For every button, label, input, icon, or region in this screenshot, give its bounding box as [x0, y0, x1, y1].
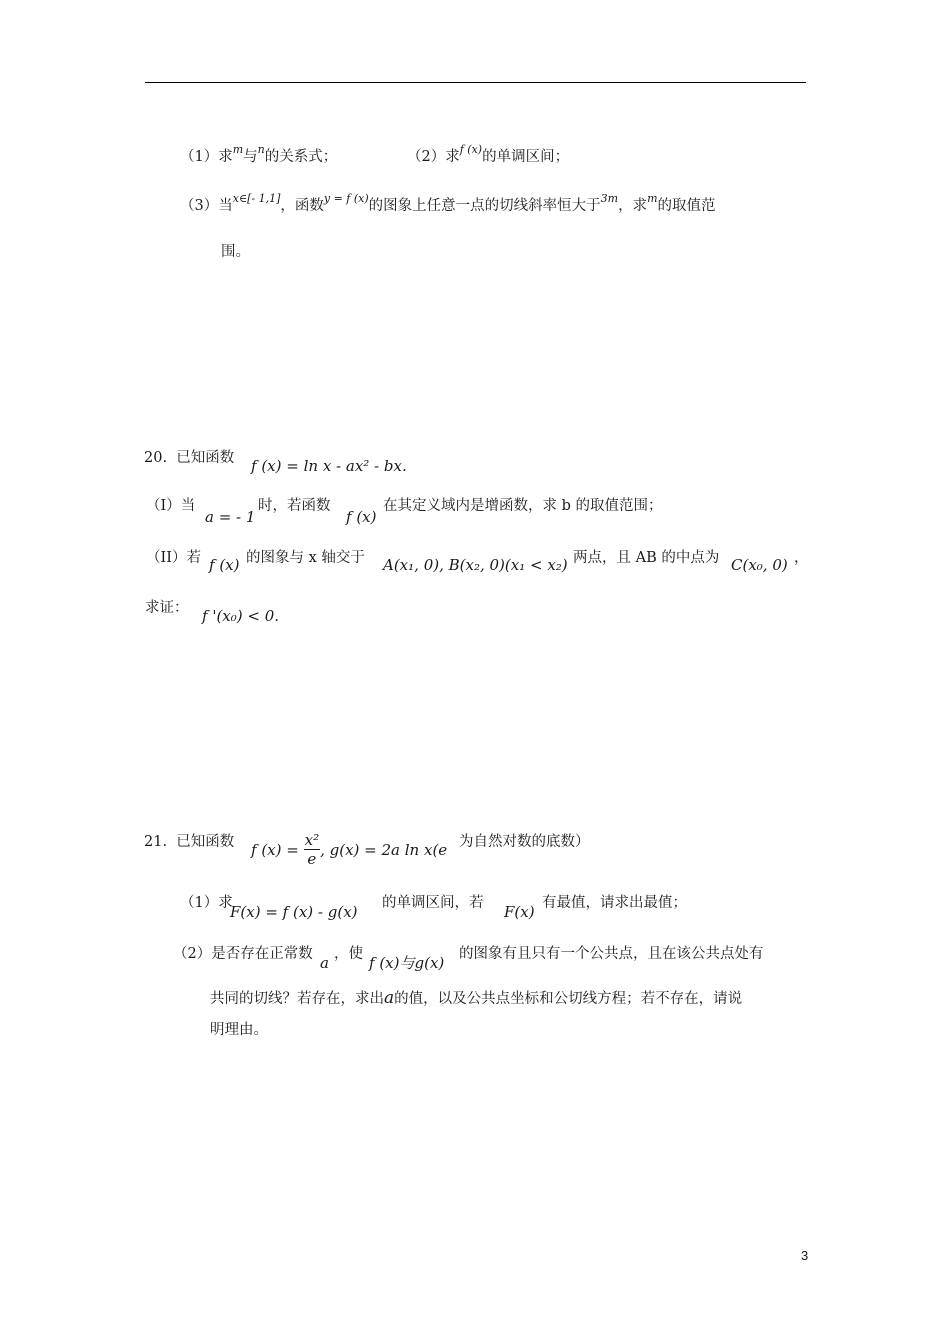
q20-prove-label: 求证：	[145, 600, 189, 616]
q21-part2-label: （2）是否存在正常数	[173, 946, 313, 962]
q19-part2-text: 的单调区间；	[482, 149, 570, 165]
q20-part1-label: （I）当	[146, 498, 196, 514]
q21-part1-F: F(x) = f (x) - g(x)	[230, 903, 358, 921]
q21-part2-line3: 明理由。	[210, 1022, 268, 1038]
q19-part1	[180, 143, 338, 168]
q20-part1-f: f (x)	[346, 508, 377, 526]
q19-part1-label: （1）求	[180, 149, 233, 165]
q20-part1-mid: 时，若函数	[258, 498, 331, 514]
header-rule	[145, 82, 806, 83]
q20-part1-text: 在其定义域内是增函数，求 b 的取值范围；	[383, 498, 663, 514]
q20-part2-label: （II）若	[146, 550, 201, 566]
q21-part2-line2	[210, 988, 742, 1009]
func-y: y = f (x)	[323, 192, 369, 205]
q20-intro: 已知函数	[176, 450, 235, 466]
value-3m: 3m	[600, 192, 619, 205]
q19-part2-label: （2）求	[407, 149, 460, 165]
q21-part1-mid: 的单调区间，若	[382, 895, 484, 911]
q20-part2-mid: 的图象与 x 轴交于	[246, 550, 365, 566]
q19-part3-mid: 的图象上任意一点的切线斜率恒大于	[368, 198, 601, 214]
page-number: 3	[801, 1248, 809, 1263]
q19-part3-comma: ，函数	[280, 198, 324, 214]
q20-part2-points: A(x₁, 0), B(x₂, 0)(x₁ < x₂)	[383, 556, 568, 574]
var-n: n	[257, 143, 265, 156]
q21-note: 为自然对数的底数）	[459, 834, 590, 850]
q20-function: f (x) = ln x - ax² - bx.	[251, 457, 407, 475]
q21-part2-line2b: 的值，以及公共点坐标和公切线方程；若不存在，请说	[394, 991, 743, 1007]
q21-number: 21.	[144, 834, 168, 850]
q19-part1-text: 的关系式；	[264, 149, 338, 165]
q20-part2-f: f (x)	[209, 556, 240, 574]
q20-part2-text: 两点，且 AB 的中点为	[573, 550, 720, 566]
domain-cond: x∈[- 1,1]	[232, 192, 281, 205]
q21-intro: 已知函数	[176, 834, 235, 850]
q21-part2-comma: ，使	[334, 946, 363, 962]
q21-f-lhs: f (x) =	[251, 841, 299, 859]
q20-prove-statement: f '(x₀) < 0.	[202, 607, 280, 625]
q19-part3-wrap: 围。	[221, 244, 250, 260]
var-a: a	[384, 988, 395, 1008]
q21-part1-label: （1）求	[180, 895, 233, 911]
q19-part3-label: （3）当	[180, 198, 233, 214]
q20-part1	[146, 496, 195, 516]
q21-part1-F2: F(x)	[504, 903, 535, 921]
q21-g: , g(x) = 2a ln x(e	[320, 841, 448, 859]
q20-number: 20.	[144, 450, 168, 466]
q20-stem	[144, 448, 234, 468]
q21-part2-fg: f (x)与g(x)	[369, 954, 445, 972]
q19-part3-end: 的取值范	[657, 198, 716, 214]
q21-part2-text: 的图象有且只有一个公共点，且在该公共点处有	[459, 946, 764, 962]
q21-part2-a: a	[320, 954, 329, 972]
q19-part3-ask: ，求	[618, 198, 648, 214]
var-m: m	[232, 143, 244, 156]
q21-part2-line2a: 共同的切线？若存在，求出	[210, 991, 384, 1007]
q21-function	[251, 832, 447, 870]
q20-part1-condition: a = - 1	[205, 508, 256, 526]
q19-and: 与	[243, 149, 258, 165]
q20-part2-comma: ，	[794, 550, 809, 566]
fraction	[304, 831, 320, 868]
var-m: m	[647, 192, 658, 205]
fraction-numerator: x²	[304, 830, 320, 849]
q21-part1-text: 有最值，请求出最值；	[542, 895, 687, 911]
q21-stem	[144, 832, 234, 852]
q19-part2	[407, 143, 570, 168]
q20-part2-c: C(x₀, 0)	[731, 556, 788, 574]
func-f: f (x)	[459, 143, 483, 156]
q19-part3	[180, 192, 716, 217]
fraction-denominator: e	[307, 849, 317, 868]
